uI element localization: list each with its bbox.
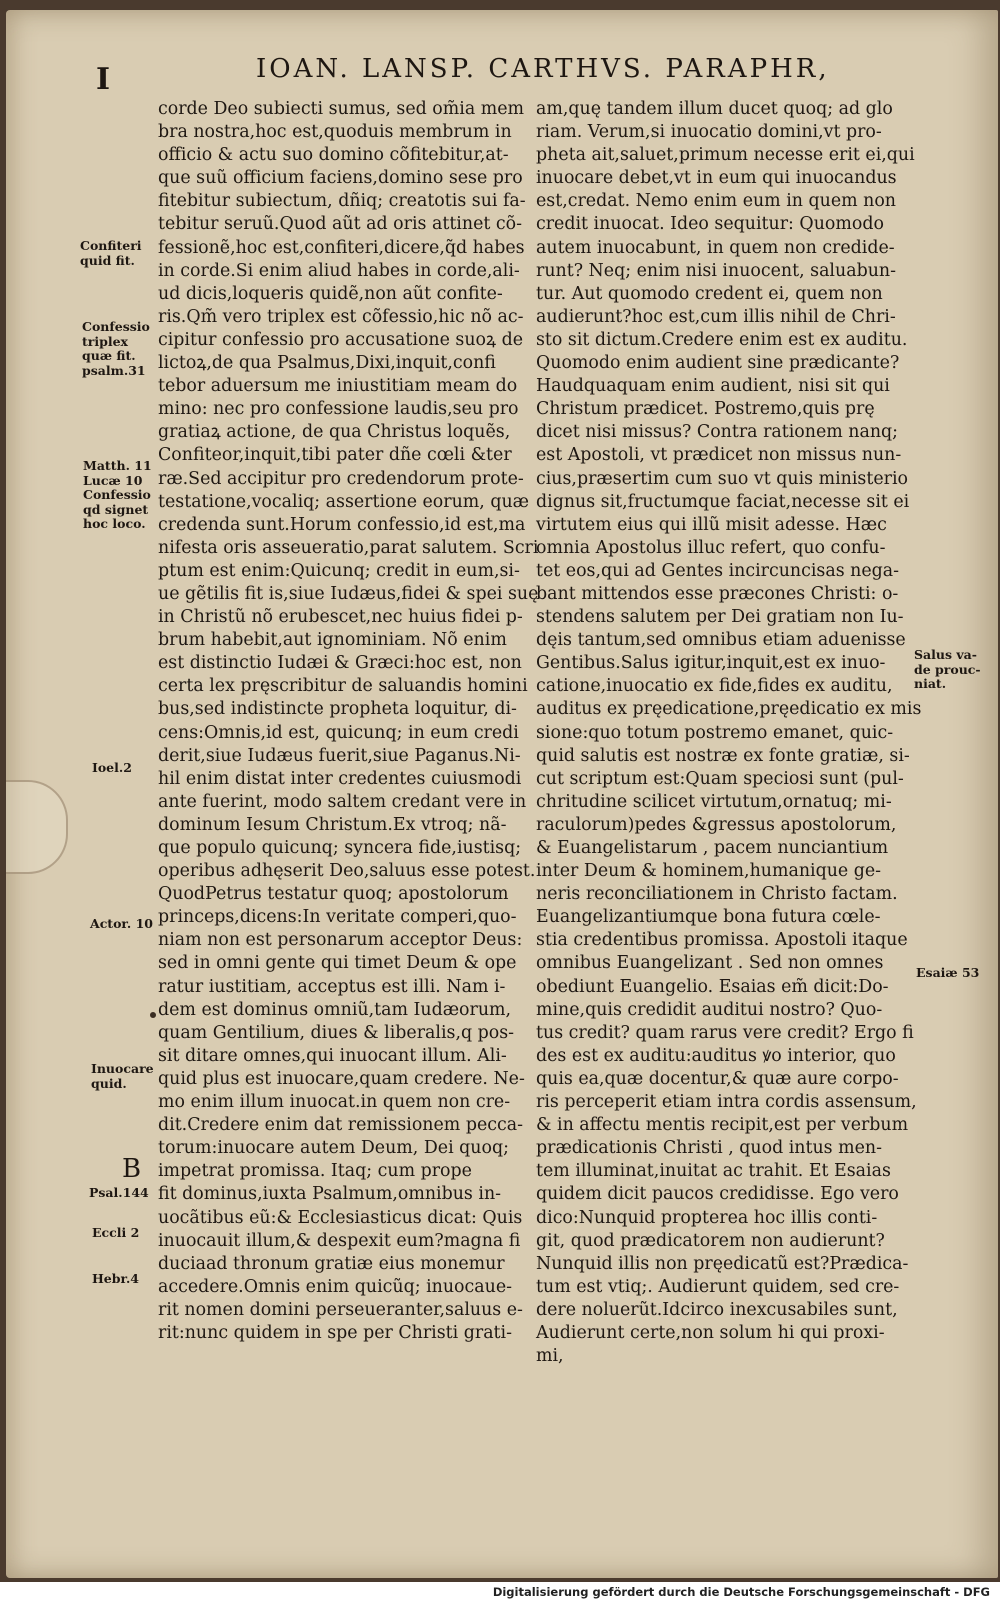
text-line: est distinctio Iudæi & Græci:hoc est, non — [158, 653, 522, 674]
text-line: dęis tantum,sed omnibus etiam aduenisse — [536, 630, 906, 651]
text-line: ud dicis,loqueris quidẽ,non aũt confite- — [158, 283, 503, 304]
margin-note-line: Ioel.2 — [92, 760, 132, 775]
margin-note-line: triplex — [82, 333, 129, 349]
margin-note-acts — [90, 917, 153, 932]
text-line: cut scriptum est:Quam speciosi sunt (pul- — [536, 768, 904, 789]
text-line: cens:Omnis,id est, quicunq; in eum credi — [158, 722, 519, 743]
text-line: est Apostoli, vt prædicet non missus nun- — [536, 445, 902, 466]
text-line: sit ditare omnes,qui inuocant illum. Ali- — [158, 1045, 507, 1066]
margin-note-line: hoc loco. — [83, 516, 146, 531]
text-line: am,quę tandem illum ducet quoq; ad glo — [536, 99, 893, 119]
text-line: operibus adhęserit Deo,saluus esse potest. — [158, 861, 536, 882]
text-line: raculorum)pedes &gressus apostolorum, — [536, 814, 897, 835]
text-line: est,credat. Nemo enim eum in quem non — [536, 191, 897, 212]
text-line: fitebitur subiectum, dñiq; creatotis sui fa- — [158, 191, 526, 212]
text-line: niam non est personarum acceptor Deus: — [158, 930, 523, 951]
text-column-left — [158, 98, 539, 1345]
text-line: fessionẽ,hoc est,confiteri,dicere,q̃d habes — [158, 237, 525, 258]
margin-note-line: Matth. 11 — [83, 458, 152, 473]
signature-mark: B — [122, 1154, 142, 1184]
text-line: accedere.Omnis enim quicũq; inuocaue- — [158, 1276, 512, 1297]
margin-note-line: Confessio — [83, 487, 151, 502]
text-line: impetrat promissa. Itaq; cum prope — [158, 1161, 472, 1182]
margin-note-hebr — [92, 1272, 139, 1287]
text-line: & in affectu mentis recipit,est per verbum — [536, 1115, 909, 1136]
text-line: cipitur confessio pro accusatione suoꝝ de — [158, 329, 523, 350]
text-line: derit,siue Iudæus fuerit,siue Paganus.Ni- — [158, 745, 521, 766]
text-line: chritudine scilicet virtutum,ornatuq; mi- — [536, 791, 892, 812]
text-line: certa lex pręscribitur de saluandis homini — [158, 676, 528, 697]
text-line: sione:quo totum postremo emanet, quic- — [536, 722, 894, 743]
margin-note-joel — [92, 761, 132, 776]
text-line: testatione,vocaliq; assertione eorum, quæ — [158, 491, 530, 512]
margin-note-matthew — [83, 459, 152, 532]
text-line: torum:inuocare autem Deum, Dei quoq; — [158, 1138, 509, 1159]
text-line: quidem dicit paucos credidisse. Ego vero — [536, 1184, 899, 1205]
page-fold-mark — [6, 780, 68, 874]
margin-note-line: Psal.144 — [89, 1185, 149, 1200]
text-line: ris.Qm̃ vero triplex est cõfessio,hic nõ ac- — [158, 306, 524, 327]
margin-note-line: Esaiæ 53 — [916, 965, 980, 980]
text-line: lictoꝝ,de qua Psalmus,Dixi,inquit,confi — [158, 353, 496, 374]
margin-note-inuocare — [91, 1062, 154, 1091]
text-line: QuodPetrus testatur quoq; apostolorum — [158, 884, 509, 905]
text-line: Confiteor,inquit,tibi pater dñe cœli &ter — [158, 445, 512, 466]
text-line: dem est dominus omniũ,tam Iudæorum, — [158, 999, 512, 1020]
text-line: quid plus est inuocare,quam credere. Ne- — [158, 1068, 525, 1089]
text-line: in Christũ nõ erubescet,nec huius fidei p- — [158, 607, 523, 628]
text-line: tus credit? quam rarus vere credit? Ergo fi — [536, 1022, 914, 1043]
text-line: mo enim illum inuocat.in quem non cre- — [158, 1092, 511, 1113]
text-line: cius,præsertim cum suo vt quis ministerio — [536, 468, 908, 489]
margin-note-confiteri — [80, 239, 142, 268]
text-line: & Euangelistarum , pacem nunciantium — [536, 838, 889, 858]
text-line: ris perceperit etiam intra cordis assensum, — [536, 1092, 917, 1113]
text-line: fit dominus,iuxta Psalmum,omnibus in- — [158, 1184, 502, 1205]
margin-note-line: de prouc- — [914, 661, 981, 677]
text-line: dere noluerũt.Idcirco inexcusabiles sunt, — [536, 1299, 898, 1320]
text-line: Quomodo enim audient sine prædicante? — [536, 353, 900, 374]
margin-note-line: niat. — [914, 676, 947, 691]
text-line: Nunquid illis non pręedicatũ est?Prædica- — [536, 1253, 909, 1274]
text-line: corde Deo subiecti sumus, sed om̃ia mem — [158, 99, 525, 119]
text-line: dominum Iesum Christum.Ex vtroq; nã- — [158, 814, 507, 835]
text-line: in corde.Si enim aliud habes in corde,ali- — [158, 260, 520, 281]
text-line: stendens salutem per Dei gratiam non Iu- — [536, 607, 904, 628]
text-line: dit.Credere enim dat remissionem pecca- — [158, 1115, 523, 1136]
text-line: bus,sed indistincte propheta loquitur, di- — [158, 699, 517, 720]
text-line: inter Deum & hominem,humanique ge- — [536, 861, 882, 882]
text-line: duciaad thronum gratiæ eius monemur — [158, 1253, 505, 1274]
text-line: virtutem eius qui illũ misit adesse. Hæc — [536, 514, 887, 535]
text-line: uocãtibus eũ:& Ecclesiasticus dicat: Quis — [158, 1207, 523, 1228]
text-line: Gentibus.Salus igitur,inquit,est ex inuo- — [536, 653, 886, 674]
text-line: dignus sit,fructumque faciat,necesse sit ei — [536, 491, 910, 512]
margin-note-line: Salus va- — [914, 647, 977, 662]
ink-spot — [150, 1012, 156, 1018]
text-line: git, quod prædicatorem non audierunt? — [536, 1230, 885, 1251]
text-line: officio & actu suo domino cõfitebitur,at- — [158, 145, 509, 166]
margin-note-line: quid fit. — [80, 252, 135, 268]
text-line: des est ex auditu:auditus ꝟo interior, quo — [536, 1045, 896, 1066]
text-line: princeps,dicens:In veritate comperi,quo- — [158, 907, 517, 928]
text-line: bant mittendos esse præcones Christi: o- — [536, 583, 899, 604]
margin-note-line: qd signet — [83, 501, 149, 517]
text-line: quid salutis est nostræ ex fonte gratiæ, si- — [536, 745, 910, 766]
text-line: mino: nec pro confessione laudis,seu pro — [158, 399, 519, 420]
margin-note-line: Lucæ 10 — [83, 472, 143, 488]
margin-note-line: quid. — [91, 1075, 127, 1091]
margin-note-line: Inuocare — [91, 1061, 154, 1076]
text-line: obediunt Euangelio. Esaias em̃ dicit:Do- — [536, 976, 889, 997]
text-line: quis ea,quæ docentur,& quæ aure corpo- — [536, 1068, 899, 1089]
text-line: nifesta oris asseueratio,parat salutem. Scri — [158, 537, 539, 558]
text-line: que suũ officium faciens,domino sese pro — [158, 168, 523, 189]
text-line: brum habebit,aut ignominiam. Nõ enim — [158, 630, 507, 651]
text-line: riam. Verum,si inuocatio domini,vt pro- — [536, 122, 882, 143]
margin-note-esaiae — [916, 966, 979, 981]
dfg-credit: Digitalisierung gefördert durch die Deutsche Forschungsgemeinschaft - DFG — [492, 1585, 990, 1599]
text-line: catione,inuocatio ex fide,fides ex auditu, — [536, 676, 893, 697]
text-line: tet eos,qui ad Gentes incircuncisas nega- — [536, 560, 900, 581]
text-line: inuocauit illum,& despexit eum?magna fi — [158, 1230, 521, 1251]
margin-note-line: Actor. 10 — [90, 916, 153, 931]
text-line: mine,quis credidit auditui nostro? Quo- — [536, 999, 883, 1020]
text-line: ue gẽtilis fit is,siue Iudæus,fidei & spei suę — [158, 583, 539, 604]
text-line: hil enim distat inter credentes cuiusmodi — [158, 768, 522, 789]
text-line: quam Gentilium, diues & liberalis,q pos- — [158, 1022, 515, 1043]
text-line: tebitur seruũ.Quod aũt ad oris attinet cõ- — [158, 214, 522, 235]
text-line: audierunt?hoc est,cum illis nihil de Chri- — [536, 306, 896, 327]
text-line: neris reconciliationem in Christo factam. — [536, 884, 898, 905]
margin-note-eccli — [92, 1226, 139, 1241]
running-head: IOAN. LANSP. CARTHVS. PARAPHR, — [256, 54, 830, 84]
text-line: sed in omni gente qui timet Deum & ope — [158, 953, 517, 974]
text-line: sto sit dictum.Credere enim est ex auditu. — [536, 329, 908, 350]
margin-note-line: Hebr.4 — [92, 1271, 139, 1286]
margin-note-line: Confessio — [82, 319, 150, 334]
margin-note-line: psalm.31 — [82, 362, 146, 378]
text-line: gratiaꝝ actione, de qua Christus loquẽs, — [158, 422, 511, 443]
text-line: Haudquaquam enim audient, nisi sit qui — [536, 376, 890, 397]
text-line: dico:Nunquid propterea hoc illis conti- — [536, 1207, 878, 1228]
text-line: runt? Neq; enim nisi inuocent, saluabun- — [536, 260, 896, 281]
margin-note-psalm — [89, 1186, 149, 1201]
margin-note-salus — [914, 648, 981, 692]
text-line: prædicationis Christi , quod intus men- — [536, 1138, 882, 1159]
text-line: autem inuocabunt, in quem non credide- — [536, 237, 895, 258]
text-line: pheta ait,saluet,primum necesse erit ei,qui — [536, 145, 915, 166]
text-line: Euangelizantiumque bona futura cœle- — [536, 907, 881, 928]
text-line: ante fuerint, modo saltem credant vere in — [158, 791, 527, 812]
text-line: rit:nunc quidem in spe per Christi grati- — [158, 1322, 512, 1343]
text-line: credit inuocat. Ideo sequitur: Quomodo — [536, 214, 884, 235]
text-line: auditus ex pręedicatione,pręedicatio ex mis — [536, 699, 922, 720]
text-line: bra nostra,hoc est,quoduis membrum in — [158, 122, 512, 143]
text-line: tebor aduersum me iniustitiam meam do — [158, 376, 518, 397]
margin-note-confessio — [82, 320, 150, 378]
text-line: rit nomen domini perseueranter,saluus e- — [158, 1299, 523, 1320]
text-line: inuocare debet,vt in eum qui inuocandus — [536, 168, 897, 189]
folio-number: I — [96, 62, 111, 97]
text-line: Christum prædicet. Postremo,quis prę — [536, 399, 875, 420]
text-line: dicet nisi missus? Contra rationem nanq; — [536, 422, 899, 443]
text-line: omnia Apostolus illuc refert, quo confu- — [536, 537, 886, 558]
text-line: tur. Aut quomodo credent ei, quem non — [536, 283, 883, 304]
margin-note-line: Eccli 2 — [92, 1225, 140, 1240]
text-line: ræ.Sed accipitur pro credendorum prote- — [158, 468, 524, 489]
margin-note-line: quæ fit. — [82, 348, 136, 363]
text-line: Audierunt certe,non solum hi qui proxi- — [536, 1322, 885, 1343]
text-line: ratur iustitiam, acceptus est illi. Nam i- — [158, 976, 506, 997]
text-line: que populo quicunq; syncera fide,iustisq; — [158, 838, 522, 858]
text-line: ptum est enim:Quicunq; credit in eum,si- — [158, 560, 520, 581]
margin-note-line: Confiteri — [80, 238, 142, 253]
text-line: tum est vtiq;. Audierunt quidem, sed cre- — [536, 1276, 900, 1297]
text-column-right — [536, 98, 922, 1368]
text-line: mi, — [536, 1346, 564, 1367]
text-line: stia credentibus promissa. Apostoli itaque — [536, 930, 908, 951]
text-line: credenda sunt.Horum confessio,id est,ma — [158, 514, 526, 535]
text-line: tem illuminat,inuitat ac trahit. Et Esaias — [536, 1161, 891, 1182]
text-line: omnibus Euangelizant . Sed non omnes — [536, 953, 884, 974]
